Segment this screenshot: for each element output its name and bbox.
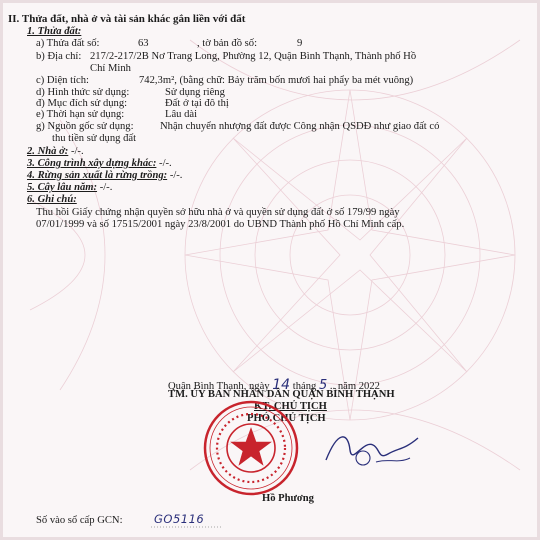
item-other-construction-value: -/-. xyxy=(159,158,172,169)
month-label: tháng xyxy=(292,381,317,392)
land-b-value-line2: Chí Minh xyxy=(90,63,131,74)
land-a-sheet-label: , tờ bản đồ số: xyxy=(197,38,258,49)
item-perennial-trees-label: 5. Cây lâu năm: xyxy=(27,182,98,193)
item-house-label: 2. Nhà ở: xyxy=(27,146,69,157)
item-production-forest-value: -/-. xyxy=(169,170,183,181)
land-c-label: c) Diện tích: xyxy=(36,75,89,86)
land-g-value-line2: thu tiền sử dụng đất xyxy=(52,133,137,144)
land-heading: 1. Thửa đất: xyxy=(27,26,82,37)
land-a-sheet-value: 9 xyxy=(297,38,303,49)
kt-line: KT. CHỦ TỊCH xyxy=(254,401,327,412)
registry-value: GO5116 xyxy=(154,512,205,526)
land-dd-value: Đất ở tại đô thị xyxy=(165,98,229,109)
item-perennial-trees xyxy=(27,182,112,195)
registry-label: Số vào sổ cấp GCN: xyxy=(36,515,123,526)
place-date-prefix: Quận Bình Thạnh, ngày xyxy=(168,381,270,392)
land-d-value: Sử dụng riêng xyxy=(165,87,225,98)
item-house xyxy=(27,146,84,159)
registry-underline xyxy=(151,511,226,531)
item-house-value: -/-. xyxy=(70,146,84,157)
land-e-label: e) Thời hạn sử dụng: xyxy=(36,109,125,120)
land-dd-label: đ) Mục đích sử dụng: xyxy=(36,98,128,109)
notes-heading: 6. Ghi chú: xyxy=(27,194,77,205)
item-other-construction xyxy=(27,158,172,171)
land-a-label: a) Thửa đất số: xyxy=(36,38,100,49)
section-title: II. Thửa đất, nhà ở và tài sản khác gắn liền với đất xyxy=(8,13,246,25)
signing-day: 14 xyxy=(272,377,291,393)
land-b-value-line1: 217/2-217/2B Nơ Trang Long, Phường 12, Quận Bình Thạnh, Thành phố Hồ xyxy=(90,51,417,62)
item-production-forest xyxy=(27,170,182,183)
item-perennial-trees-value: -/-. xyxy=(99,182,113,193)
land-b-label: b) Địa chỉ: xyxy=(36,51,82,62)
signer-name: Hồ Phương xyxy=(262,493,314,504)
official-red-seal xyxy=(201,398,301,498)
land-c-value: 742,3m², (bằng chữ: Bảy trăm bốn mươi hai phẩy ba mét vuông) xyxy=(139,75,414,86)
year-label: năm 2022 xyxy=(337,381,380,392)
notes-line2: 07/01/1999 và số 17515/2001 ngày 23/8/2001 do UBND Thành phố Hồ Chí Minh cấp. xyxy=(36,219,405,230)
land-g-label: g) Nguồn gốc sử dụng: xyxy=(36,121,134,132)
land-d-label: d) Hình thức sử dụng: xyxy=(36,87,130,98)
land-g-value-line1: Nhận chuyển nhượng đất được Công nhận QSDĐ như giao đất có xyxy=(160,121,440,132)
item-other-construction-label: 3. Công trình xây dựng khác: xyxy=(27,158,157,169)
land-e-value: Lâu dài xyxy=(165,109,198,120)
signing-month: 5 xyxy=(318,378,328,393)
position-line: PHÓ CHỦ TỊCH xyxy=(247,413,326,424)
land-a-value: 63 xyxy=(138,38,149,49)
authority-line: TM. ỦY BAN NHÂN DÂN QUẬN BÌNH THẠNH xyxy=(168,389,395,400)
handwritten-signature xyxy=(318,420,428,475)
item-production-forest-label: 4. Rừng sản xuất là rừng trồng: xyxy=(27,170,168,181)
notes-line1: Thu hồi Giấy chứng nhận quyền sở hữu nhà ở và quyền sử dụng đất ở số 179/99 ngày xyxy=(36,207,400,218)
place-date-line: Quận Bình Thạnh, ngày 14 tháng 5 .. năm 2022 xyxy=(168,377,380,393)
